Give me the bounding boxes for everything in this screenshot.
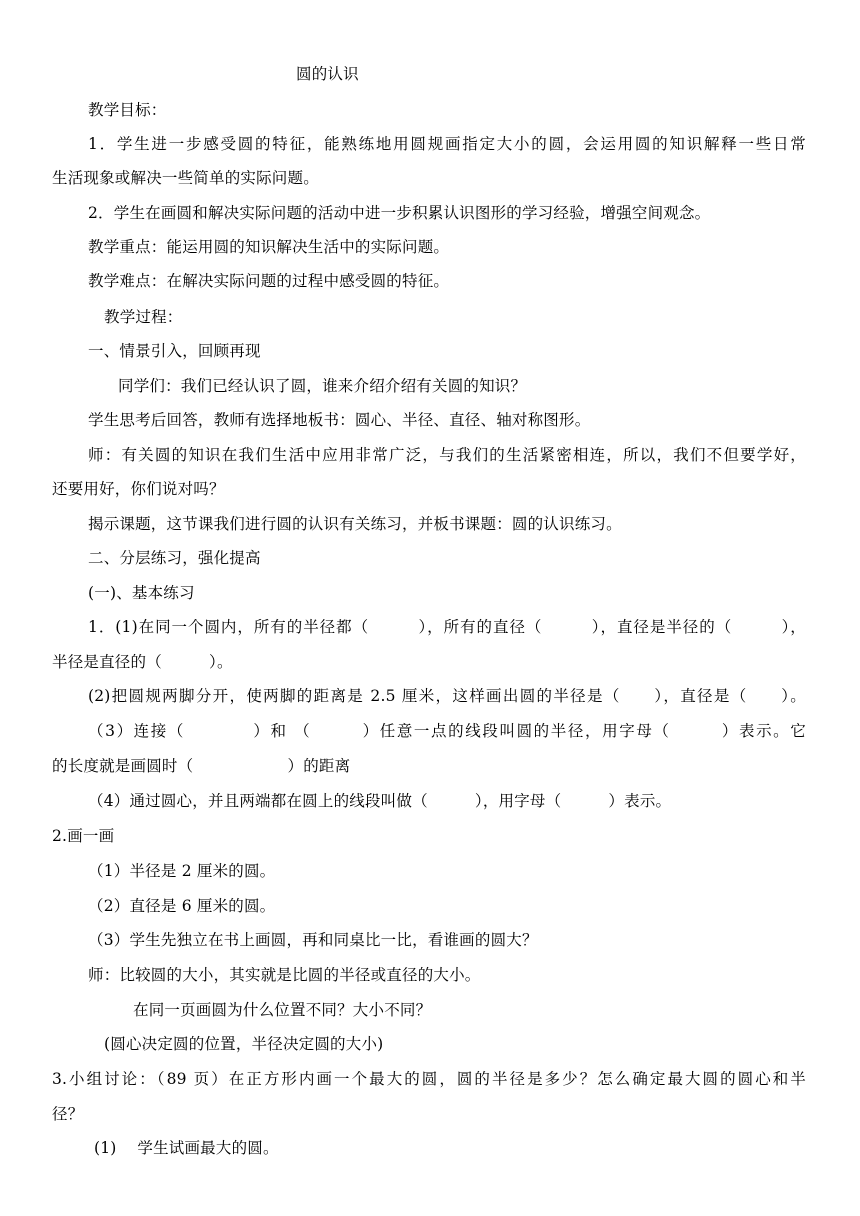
exercise-1-line-1: 1．(1)在同一个圆内，所有的半径都（ ），所有的直径（ ），直径是半径的（ ）， xyxy=(88,618,806,636)
question-position-size: 在同一页画圆为什么位置不同？大小不同？ xyxy=(133,1001,432,1019)
goal-1-line-1: 1．学生进一步感受圆的特征，能熟练地用圆规画指定大小的圆，会运用圆的知识解释一些日常 xyxy=(88,135,806,153)
teaching-difficulty: 教学难点：在解决实际问题的过程中感受圆的特征。 xyxy=(88,272,450,290)
exercise-3-line-2: 径？ xyxy=(52,1105,84,1123)
exercise-3-line-1: 3.小组讨论：（89 页）在正方形内画一个最大的圆，圆的半径是多少？怎么确定最大圆的圆心和半 xyxy=(52,1070,806,1088)
exercise-1-part-2: (2)把圆规两脚分开，使两脚的距离是 2.5 厘米，这样画出圆的半径是（ ），直径是（ ）。 xyxy=(88,687,806,705)
exercise-1-part-3-line-2: 的长度就是画圆时（ ）的距离 xyxy=(52,757,351,775)
goal-1-line-2: 生活现象或解决一些简单的实际问题。 xyxy=(52,169,319,187)
section-heading-2: 二、分层练习，强化提高 xyxy=(88,549,261,567)
exercise-1-part-3-line-1: （3）连接（ ）和 （ ）任意一点的线段叫圆的半径，用字母（ ）表示。它 xyxy=(88,722,806,740)
section-heading-1: 一、情景引入，回顾再现 xyxy=(88,342,261,360)
paragraph-reveal-topic: 揭示课题，这节课我们进行圆的认识有关练习，并板书课题：圆的认识练习。 xyxy=(88,515,622,533)
teacher-compare-note: 师：比较圆的大小，其实就是比圆的半径或直径的大小。 xyxy=(88,966,481,984)
exercise-3-part-1: (1) 学生试画最大的圆。 xyxy=(94,1139,279,1157)
exercise-2-heading: 2.画一画 xyxy=(52,827,115,845)
paragraph-intro-question: 同学们：我们已经认识了圆，谁来介绍介绍有关圆的知识？ xyxy=(118,377,527,395)
exercise-1-line-2: 半径是直径的（ ）。 xyxy=(52,653,233,671)
exercise-2-part-3: （3）学生先独立在书上画圆，再和同桌比一比，看谁画的圆大？ xyxy=(88,931,538,949)
exercise-1-part-4: （4）通过圆心，并且两端都在圆上的线段叫做（ ），用字母（ ）表示。 xyxy=(88,792,672,810)
document-title: 圆的认识 xyxy=(296,65,359,83)
paragraph-teacher-line-2: 还要用好，你们说对吗？ xyxy=(52,480,225,498)
answer-position-size: (圆心决定圆的位置，半径决定圆的大小) xyxy=(104,1035,384,1053)
heading-teaching-process: 教学过程： xyxy=(104,308,183,326)
paragraph-student-answer: 学生思考后回答，教师有选择地板书：圆心、半径、直径、轴对称图形。 xyxy=(88,411,591,429)
subsection-basic-practice: (一)、基本练习 xyxy=(88,584,195,602)
heading-teaching-goals: 教学目标： xyxy=(88,101,167,119)
paragraph-teacher-line-1: 师：有关圆的知识在我们生活中应用非常广泛，与我们的生活紧密相连，所以，我们不但要学好， xyxy=(88,446,806,464)
exercise-2-part-1: （1）半径是 2 厘米的圆。 xyxy=(88,862,276,880)
teaching-key-point: 教学重点：能运用圆的知识解决生活中的实际问题。 xyxy=(88,238,450,256)
goal-2: 2．学生在画圆和解决实际问题的活动中进一步积累认识图形的学习经验，增强空间观念。 xyxy=(88,204,711,222)
exercise-2-part-2: （2）直径是 6 厘米的圆。 xyxy=(88,897,276,915)
